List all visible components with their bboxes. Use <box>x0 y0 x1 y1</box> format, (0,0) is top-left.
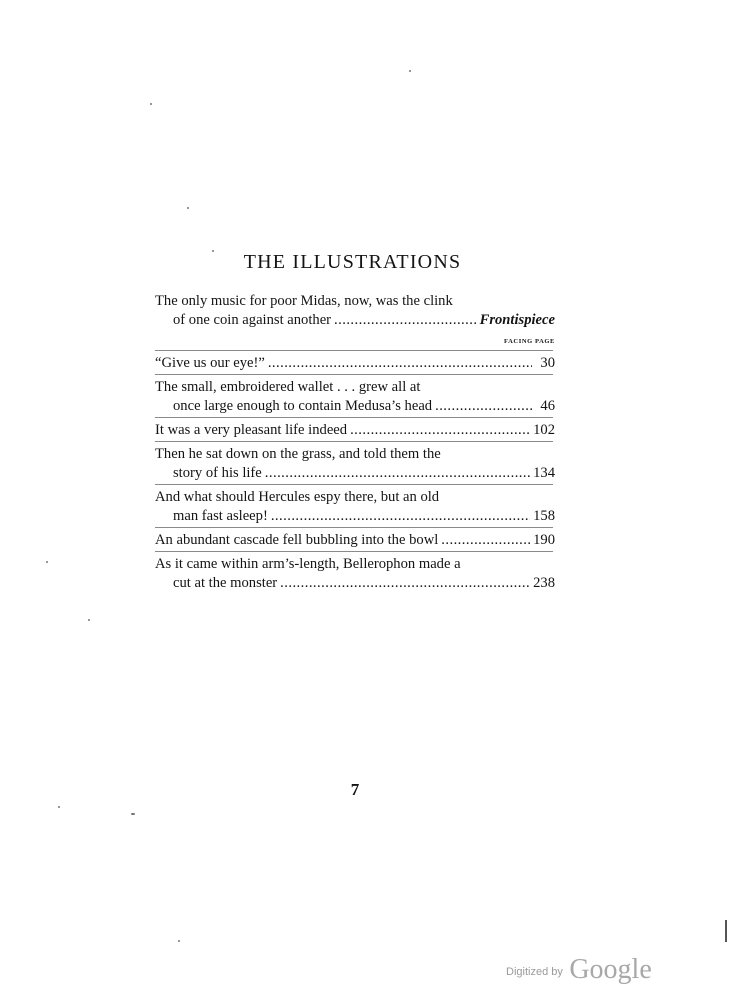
entry-caption-text: man fast asleep! <box>173 508 268 524</box>
entry-caption-line: The only music for poor Midas, now, was the clink <box>155 293 453 309</box>
entry-caption-last-line <box>155 531 555 550</box>
entry-divider <box>155 350 553 351</box>
facing-page-label: FACING PAGE <box>504 338 555 345</box>
dot-leader <box>280 574 530 593</box>
google-logo: Google <box>569 954 652 985</box>
dot-leader <box>334 311 477 330</box>
dot-leader <box>268 354 532 373</box>
scan-speck <box>46 561 48 563</box>
entry-caption-line: And what should Hercules espy there, but an old <box>155 489 440 505</box>
entry-caption-last-line <box>155 507 555 526</box>
page-number: 7 <box>350 780 360 799</box>
entry-page-number: 190 <box>533 532 555 548</box>
scan-speck <box>58 806 60 808</box>
entry-page-number: Frontispiece <box>479 312 555 328</box>
entry-page-number: 238 <box>533 575 555 591</box>
entry-divider <box>155 527 553 528</box>
entry-caption-last-line <box>155 354 555 373</box>
entry-caption-text: cut at the monster <box>173 575 278 591</box>
entry-divider <box>155 417 553 418</box>
illustration-entry <box>155 445 555 483</box>
entry-caption-line: The small, embroidered wallet . . . grew all at <box>155 379 421 395</box>
illustration-entry <box>155 292 555 330</box>
entry-caption-line: As it came within arm’s-length, Bellerophon made a <box>155 556 461 572</box>
scan-speck <box>88 619 90 621</box>
entry-caption-text: of one coin against another <box>173 312 332 328</box>
entry-caption-text: story of his life <box>173 465 262 481</box>
entry-caption-text: once large enough to contain Medusa’s head <box>173 398 433 414</box>
scan-speck <box>150 103 152 105</box>
page-title: THE ILLUSTRATIONS <box>243 251 462 273</box>
entry-caption-text: An abundant cascade fell bubbling into the bowl <box>155 532 439 548</box>
scan-edge-mark <box>725 920 727 942</box>
scan-speck <box>409 70 411 72</box>
entry-page-number: 102 <box>533 422 555 438</box>
dot-leader <box>441 531 530 550</box>
entry-page-number: 30 <box>540 355 555 371</box>
entry-caption-last-line <box>155 421 555 440</box>
entry-caption-text: “Give us our eye!” <box>155 355 265 371</box>
entry-page-number: 134 <box>533 465 555 481</box>
entry-caption-text: It was a very pleasant life indeed <box>155 422 348 438</box>
scan-speck <box>187 207 189 209</box>
dot-leader <box>271 507 530 526</box>
illustration-entry <box>155 531 555 550</box>
scan-speck <box>178 940 180 942</box>
entry-divider <box>155 551 553 552</box>
illustration-entry <box>155 378 555 416</box>
illustrations-list <box>155 292 555 593</box>
illustration-entry <box>155 555 555 593</box>
dot-leader <box>435 397 532 416</box>
entry-caption-last-line <box>155 311 555 330</box>
entry-caption-line: Then he sat down on the grass, and told them the <box>155 446 441 462</box>
scan-speck <box>131 813 135 815</box>
illustration-entry <box>155 421 555 440</box>
illustration-entry <box>155 488 555 526</box>
entry-caption-last-line <box>155 574 555 593</box>
entry-caption-last-line <box>155 464 555 483</box>
entry-divider <box>155 484 553 485</box>
illustration-entry <box>155 354 555 373</box>
watermark-prefix: Digitized by <box>506 966 563 978</box>
entry-divider <box>155 441 553 442</box>
digitized-watermark <box>506 954 652 986</box>
dot-leader <box>265 464 530 483</box>
entry-page-number: 158 <box>533 508 555 524</box>
entry-page-number: 46 <box>540 398 555 414</box>
entry-divider <box>155 374 553 375</box>
entry-caption-last-line <box>155 397 555 416</box>
dot-leader <box>350 421 530 440</box>
